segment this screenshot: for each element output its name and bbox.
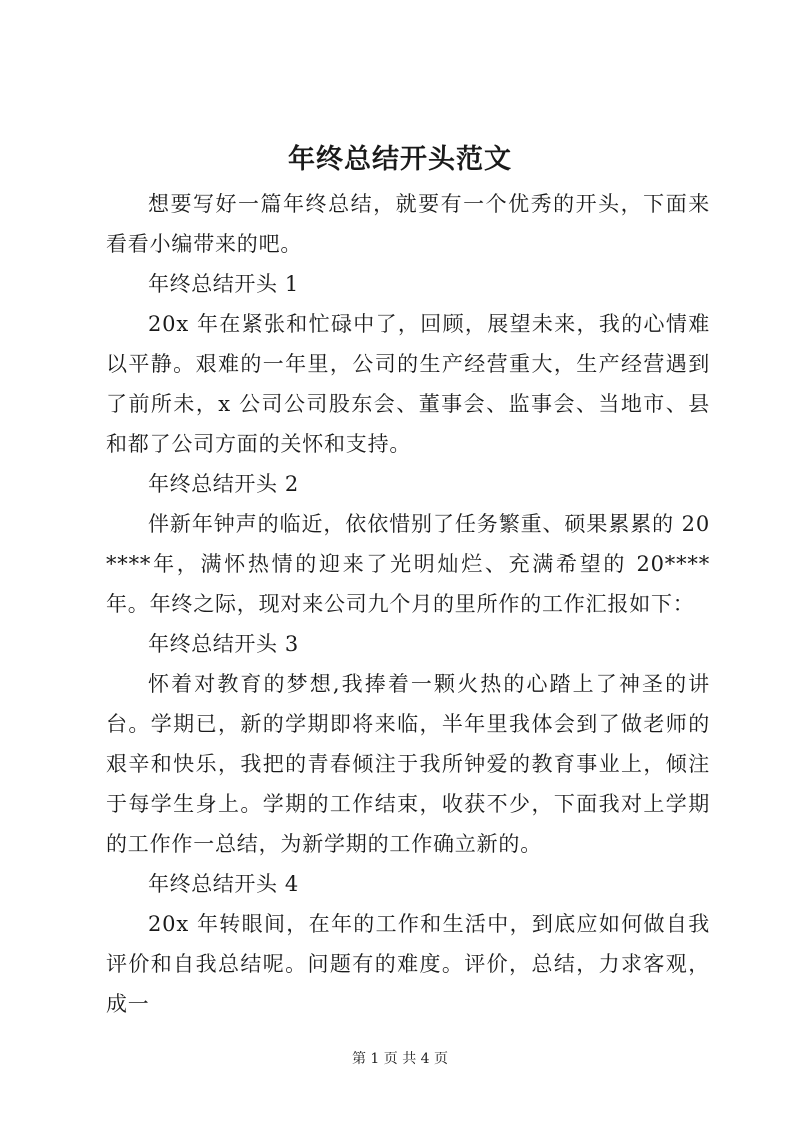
page-footer: 第 1 页 共 4 页 bbox=[351, 1051, 449, 1067]
document-body bbox=[106, 184, 710, 1024]
paragraph-section-3: 怀着对教育的梦想,我捧着一颗火热的心踏上了神圣的讲台。学期已，新的学期即将来临，半年里我体会到了做老师的艰辛和快乐，我把的青春倾注于我所钟爱的教育事业上，倾注于每学生身上。学期的工作结束，收获不少，下面我对上学期的工作作一总结，为新学期的工作确立新的。 bbox=[106, 672, 710, 856]
section-heading-1: 年终总结开头 1 bbox=[148, 272, 299, 296]
section-heading-4: 年终总结开头 4 bbox=[148, 872, 299, 896]
paragraph-intro: 想要写好一篇年终总结，就要有一个优秀的开头，下面来看看小编带来的吧。 bbox=[106, 192, 710, 256]
paragraph-section-4: 20x 年转眼间，在年的工作和生活中，到底应如何做自我评价和自我总结呢。问题有的难度。评价，总结，力求客观，成一 bbox=[106, 912, 710, 1016]
paragraph-section-1: 20x 年在紧张和忙碌中了，回顾，展望未来，我的心情难以平静。艰难的一年里，公司的生产经营重大，生产经营遇到了前所未，x 公司公司股东会、董事会、监事会、当地市、县和都了公司方面的关怀和支持。 bbox=[106, 312, 710, 456]
section-heading-2: 年终总结开头 2 bbox=[148, 472, 299, 496]
document-title: 年终总结开头范文 bbox=[288, 144, 512, 175]
section-heading-3: 年终总结开头 3 bbox=[148, 632, 299, 656]
paragraph-section-2: 伴新年钟声的临近，依依惜别了任务繁重、硕果累累的 20****年，满怀热情的迎来了光明灿烂、充满希望的 20****年。年终之际，现对来公司九个月的里所作的工作汇报如下： bbox=[106, 512, 710, 616]
